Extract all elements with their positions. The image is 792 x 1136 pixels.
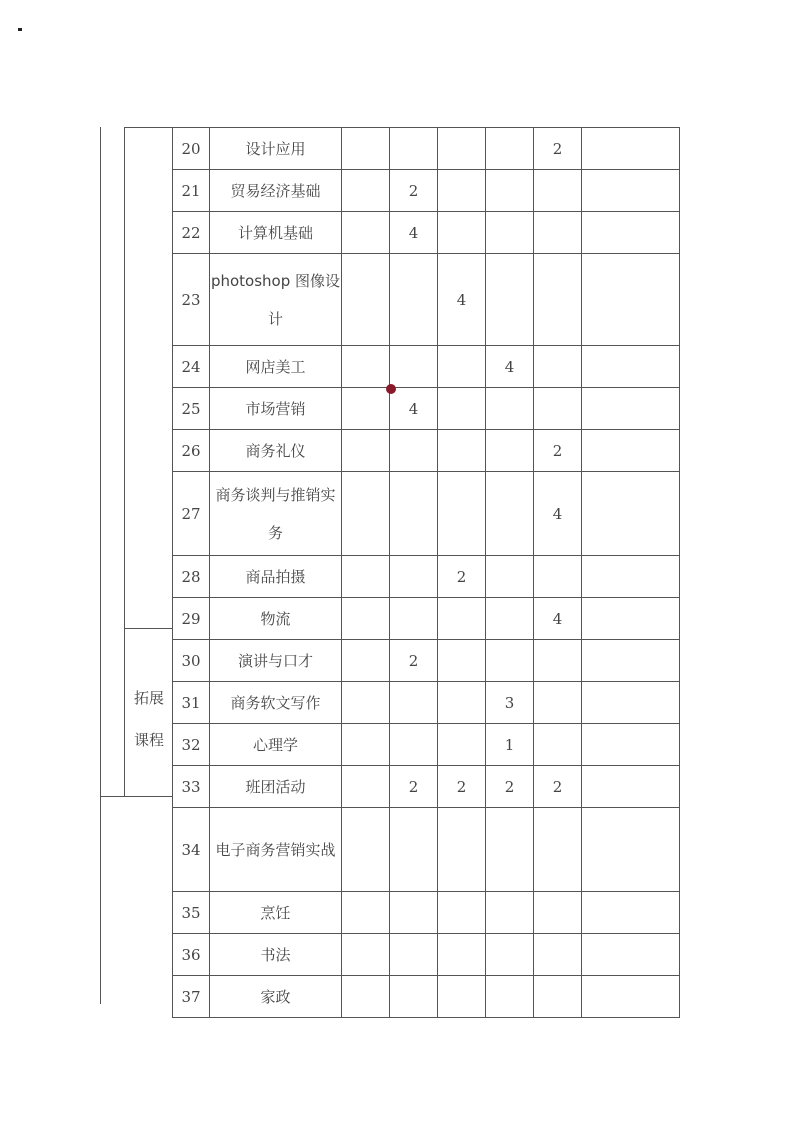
hours-cell bbox=[342, 934, 390, 976]
course-number: 27 bbox=[173, 472, 210, 556]
table-row bbox=[173, 472, 680, 556]
category-top-border bbox=[124, 127, 172, 128]
hours-cell bbox=[342, 170, 390, 212]
remarks-cell bbox=[582, 128, 680, 170]
hours-cell bbox=[390, 808, 438, 892]
hours-cell bbox=[342, 724, 390, 766]
section-divider bbox=[100, 796, 172, 797]
remarks-cell bbox=[582, 598, 680, 640]
course-number: 23 bbox=[173, 254, 210, 346]
course-name: 网店美工 bbox=[210, 346, 342, 388]
hours-cell bbox=[438, 724, 486, 766]
hours-cell bbox=[438, 346, 486, 388]
hours-cell bbox=[438, 128, 486, 170]
table-row bbox=[173, 170, 680, 212]
table-row bbox=[173, 430, 680, 472]
course-number: 24 bbox=[173, 346, 210, 388]
course-name: 电子商务营销实战 bbox=[210, 808, 342, 892]
hours-cell bbox=[342, 808, 390, 892]
hours-cell: 2 bbox=[534, 128, 582, 170]
course-schedule-table bbox=[172, 127, 680, 1018]
course-name: 家政 bbox=[210, 976, 342, 1018]
remarks-cell bbox=[582, 430, 680, 472]
hours-cell: 2 bbox=[390, 170, 438, 212]
hours-cell bbox=[390, 430, 438, 472]
hours-cell bbox=[438, 808, 486, 892]
remarks-cell bbox=[582, 808, 680, 892]
course-name: 商务礼仪 bbox=[210, 430, 342, 472]
hours-cell bbox=[390, 976, 438, 1018]
hours-cell bbox=[534, 934, 582, 976]
hours-cell bbox=[342, 556, 390, 598]
hours-cell bbox=[438, 598, 486, 640]
hours-cell bbox=[438, 892, 486, 934]
course-number: 22 bbox=[173, 212, 210, 254]
hours-cell bbox=[342, 430, 390, 472]
hours-cell bbox=[342, 388, 390, 430]
remarks-cell bbox=[582, 170, 680, 212]
hours-cell bbox=[342, 254, 390, 346]
hours-cell bbox=[534, 808, 582, 892]
hours-cell bbox=[342, 640, 390, 682]
hours-cell bbox=[486, 640, 534, 682]
hours-cell bbox=[486, 556, 534, 598]
table-row bbox=[173, 808, 680, 892]
hours-cell bbox=[342, 976, 390, 1018]
remarks-cell bbox=[582, 254, 680, 346]
hours-cell: 2 bbox=[534, 766, 582, 808]
course-number: 34 bbox=[173, 808, 210, 892]
remarks-cell bbox=[582, 976, 680, 1018]
hours-cell bbox=[390, 724, 438, 766]
hours-cell bbox=[342, 346, 390, 388]
hours-cell: 2 bbox=[390, 766, 438, 808]
course-number: 26 bbox=[173, 430, 210, 472]
hours-cell bbox=[534, 212, 582, 254]
course-name: 班团活动 bbox=[210, 766, 342, 808]
remarks-cell bbox=[582, 388, 680, 430]
remarks-cell bbox=[582, 892, 680, 934]
hours-cell bbox=[486, 128, 534, 170]
course-number: 37 bbox=[173, 976, 210, 1018]
remarks-cell bbox=[582, 934, 680, 976]
table-row bbox=[173, 128, 680, 170]
hours-cell bbox=[534, 388, 582, 430]
hours-cell bbox=[534, 170, 582, 212]
course-name: 演讲与口才 bbox=[210, 640, 342, 682]
hours-cell bbox=[390, 598, 438, 640]
hours-cell: 4 bbox=[534, 598, 582, 640]
hours-cell bbox=[486, 170, 534, 212]
hours-cell bbox=[342, 682, 390, 724]
course-number: 31 bbox=[173, 682, 210, 724]
hours-cell bbox=[486, 212, 534, 254]
hours-cell bbox=[534, 254, 582, 346]
course-number: 20 bbox=[173, 128, 210, 170]
remarks-cell bbox=[582, 724, 680, 766]
hours-cell: 3 bbox=[486, 682, 534, 724]
table-row bbox=[173, 598, 680, 640]
hours-cell bbox=[534, 682, 582, 724]
table-row bbox=[173, 556, 680, 598]
hours-cell bbox=[342, 598, 390, 640]
table-row bbox=[173, 724, 680, 766]
course-name: 商品拍摄 bbox=[210, 556, 342, 598]
hours-cell bbox=[342, 128, 390, 170]
hours-cell bbox=[486, 598, 534, 640]
scan-mark bbox=[18, 28, 22, 31]
course-name: 商务软文写作 bbox=[210, 682, 342, 724]
remarks-cell bbox=[582, 640, 680, 682]
hours-cell: 1 bbox=[486, 724, 534, 766]
hours-cell bbox=[390, 472, 438, 556]
hours-cell: 4 bbox=[534, 472, 582, 556]
hours-cell bbox=[486, 934, 534, 976]
hours-cell bbox=[486, 892, 534, 934]
category-left-border bbox=[124, 127, 125, 797]
remarks-cell bbox=[582, 766, 680, 808]
outer-left-border bbox=[100, 127, 101, 1004]
course-name: 烹饪 bbox=[210, 892, 342, 934]
remarks-cell bbox=[582, 346, 680, 388]
hours-cell bbox=[390, 346, 438, 388]
hours-cell bbox=[342, 766, 390, 808]
hours-cell: 2 bbox=[534, 430, 582, 472]
course-name: 贸易经济基础 bbox=[210, 170, 342, 212]
hours-cell bbox=[390, 934, 438, 976]
category-divider bbox=[124, 628, 172, 629]
hours-cell bbox=[390, 682, 438, 724]
hours-cell bbox=[342, 892, 390, 934]
remarks-cell bbox=[582, 472, 680, 556]
hours-cell bbox=[438, 170, 486, 212]
course-number: 33 bbox=[173, 766, 210, 808]
table-row bbox=[173, 388, 680, 430]
hours-cell bbox=[438, 212, 486, 254]
course-name: 书法 bbox=[210, 934, 342, 976]
hours-cell bbox=[534, 640, 582, 682]
course-number: 35 bbox=[173, 892, 210, 934]
hours-cell: 2 bbox=[486, 766, 534, 808]
remarks-cell bbox=[582, 682, 680, 724]
ink-dot bbox=[386, 384, 396, 394]
hours-cell bbox=[486, 430, 534, 472]
hours-cell bbox=[438, 682, 486, 724]
hours-cell: 2 bbox=[390, 640, 438, 682]
hours-cell bbox=[438, 640, 486, 682]
hours-cell bbox=[390, 128, 438, 170]
category-label-line1: 拓展 bbox=[133, 689, 164, 707]
course-number: 25 bbox=[173, 388, 210, 430]
table-row bbox=[173, 892, 680, 934]
hours-cell: 4 bbox=[438, 254, 486, 346]
table-row bbox=[173, 640, 680, 682]
course-name: 物流 bbox=[210, 598, 342, 640]
course-name: 市场营销 bbox=[210, 388, 342, 430]
hours-cell: 4 bbox=[390, 212, 438, 254]
course-number: 21 bbox=[173, 170, 210, 212]
hours-cell bbox=[438, 430, 486, 472]
hours-cell bbox=[534, 892, 582, 934]
hours-cell bbox=[534, 556, 582, 598]
table-row bbox=[173, 254, 680, 346]
course-number: 32 bbox=[173, 724, 210, 766]
hours-cell bbox=[438, 934, 486, 976]
hours-cell bbox=[390, 254, 438, 346]
table-row bbox=[173, 766, 680, 808]
hours-cell bbox=[342, 212, 390, 254]
category-label-line2: 课程 bbox=[133, 731, 164, 749]
hours-cell bbox=[534, 724, 582, 766]
hours-cell bbox=[534, 976, 582, 1018]
table-row bbox=[173, 212, 680, 254]
hours-cell bbox=[390, 556, 438, 598]
hours-cell: 4 bbox=[390, 388, 438, 430]
table-row bbox=[173, 682, 680, 724]
remarks-cell bbox=[582, 212, 680, 254]
course-name: 心理学 bbox=[210, 724, 342, 766]
hours-cell: 4 bbox=[486, 346, 534, 388]
course-number: 36 bbox=[173, 934, 210, 976]
hours-cell bbox=[486, 254, 534, 346]
hours-cell: 2 bbox=[438, 556, 486, 598]
course-number: 28 bbox=[173, 556, 210, 598]
course-number: 30 bbox=[173, 640, 210, 682]
hours-cell bbox=[486, 976, 534, 1018]
hours-cell bbox=[342, 472, 390, 556]
hours-cell bbox=[438, 976, 486, 1018]
table-row bbox=[173, 976, 680, 1018]
table-row bbox=[173, 346, 680, 388]
hours-cell bbox=[438, 388, 486, 430]
course-name: 设计应用 bbox=[210, 128, 342, 170]
course-name: photoshop 图像设计 bbox=[210, 254, 342, 346]
hours-cell bbox=[438, 472, 486, 556]
remarks-cell bbox=[582, 556, 680, 598]
hours-cell bbox=[486, 472, 534, 556]
course-name: 商务谈判与推销实务 bbox=[210, 472, 342, 556]
course-number: 29 bbox=[173, 598, 210, 640]
hours-cell bbox=[534, 346, 582, 388]
course-name: 计算机基础 bbox=[210, 212, 342, 254]
hours-cell bbox=[486, 388, 534, 430]
table-row bbox=[173, 934, 680, 976]
hours-cell: 2 bbox=[438, 766, 486, 808]
hours-cell bbox=[486, 808, 534, 892]
hours-cell bbox=[390, 892, 438, 934]
